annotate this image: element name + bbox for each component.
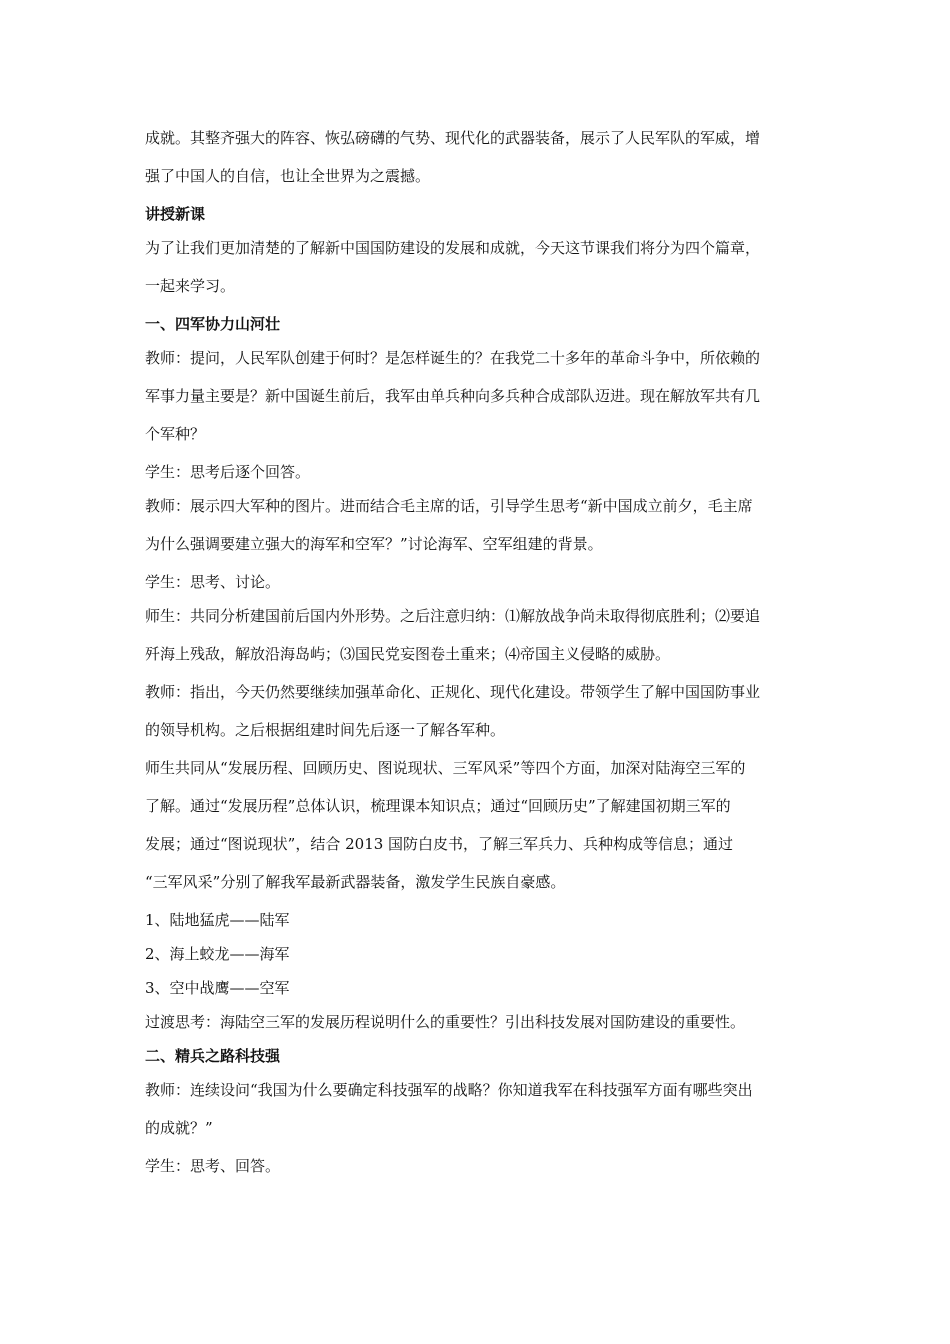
- document-body: [145, 123, 833, 1185]
- paragraph-line: 教师：指出，今天仍然要继续加强革命化、正规化、现代化建设。带领学生了解中国国防事业: [145, 683, 761, 701]
- paragraph-line: 学生：思考、讨论。: [145, 573, 281, 591]
- paragraph-line: 一起来学习。: [145, 277, 236, 295]
- paragraph-line: 了解。通过“发展历程”总体认识，梳理课本知识点；通过“回顾历史”了解建国初期三军的: [145, 797, 731, 815]
- paragraph-line: 成就。其整齐强大的阵容、恢弘磅礴的气势、现代化的武器装备，展示了人民军队的军威，增: [145, 129, 761, 147]
- paragraph-line: 学生：思考后逐个回答。: [145, 463, 311, 481]
- heading-new-lesson: 讲授新课: [145, 205, 206, 223]
- paragraph-line: 教师：连续设问“我国为什么要确定科技强军的战略？你知道我军在科技强军方面有哪些突出: [145, 1081, 753, 1099]
- paragraph-line: “三军风采”分别了解我军最新武器装备，激发学生民族自豪感。: [145, 873, 566, 891]
- paragraph-line: 的成就？”: [145, 1119, 213, 1137]
- paragraph-line: 个军种？: [145, 425, 206, 443]
- paragraph-line: 教师：展示四大军种的图片。进而结合毛主席的话，引导学生思考“新中国成立前夕，毛主席: [145, 497, 753, 515]
- paragraph-line: 发展；通过“图说现状”，结合 2013 国防白皮书，了解三军兵力、兵种构成等信息；通过: [145, 835, 734, 853]
- list-item: 2、海上蛟龙——海军: [145, 945, 290, 963]
- paragraph-line: 教师：提问，人民军队创建于何时？是怎样诞生的？在我党二十多年的革命斗争中，所依赖的: [145, 349, 761, 367]
- list-item: 1、陆地猛虎——陆军: [145, 911, 290, 929]
- paragraph-line: 过渡思考：海陆空三军的发展历程说明什么的重要性？引出科技发展对国防建设的重要性。: [145, 1013, 746, 1031]
- paragraph-line: 师生：共同分析建国前后国内外形势。之后注意归纳：⑴解放战争尚未取得彻底胜利；⑵要追: [145, 607, 761, 625]
- list-item: 3、空中战鹰——空军: [145, 979, 290, 997]
- paragraph-line: 军事力量主要是？新中国诞生前后，我军由单兵种向多兵种合成部队迈进。现在解放军共有几: [145, 387, 761, 405]
- paragraph-line: 为了让我们更加清楚的了解新中国国防建设的发展和成就，今天这节课我们将分为四个篇章，: [145, 239, 761, 257]
- heading-section-2: 二、精兵之路科技强: [145, 1047, 281, 1065]
- heading-section-1: 一、四军协力山河壮: [145, 315, 281, 333]
- paragraph-line: 歼海上残敌，解放沿海岛屿；⑶国民党妄图卷土重来；⑷帝国主义侵略的威胁。: [145, 645, 671, 663]
- paragraph-line: 的领导机构。之后根据组建时间先后逐一了解各军种。: [145, 721, 506, 739]
- paragraph-line: 为什么强调要建立强大的海军和空军？”讨论海军、空军组建的背景。: [145, 535, 603, 553]
- paragraph-line: 学生：思考、回答。: [145, 1157, 281, 1175]
- paragraph-line: 强了中国人的自信，也让全世界为之震撼。: [145, 167, 431, 185]
- paragraph-line: 师生共同从“发展历程、回顾历史、图说现状、三军风采”等四个方面，加深对陆海空三军的: [145, 759, 746, 777]
